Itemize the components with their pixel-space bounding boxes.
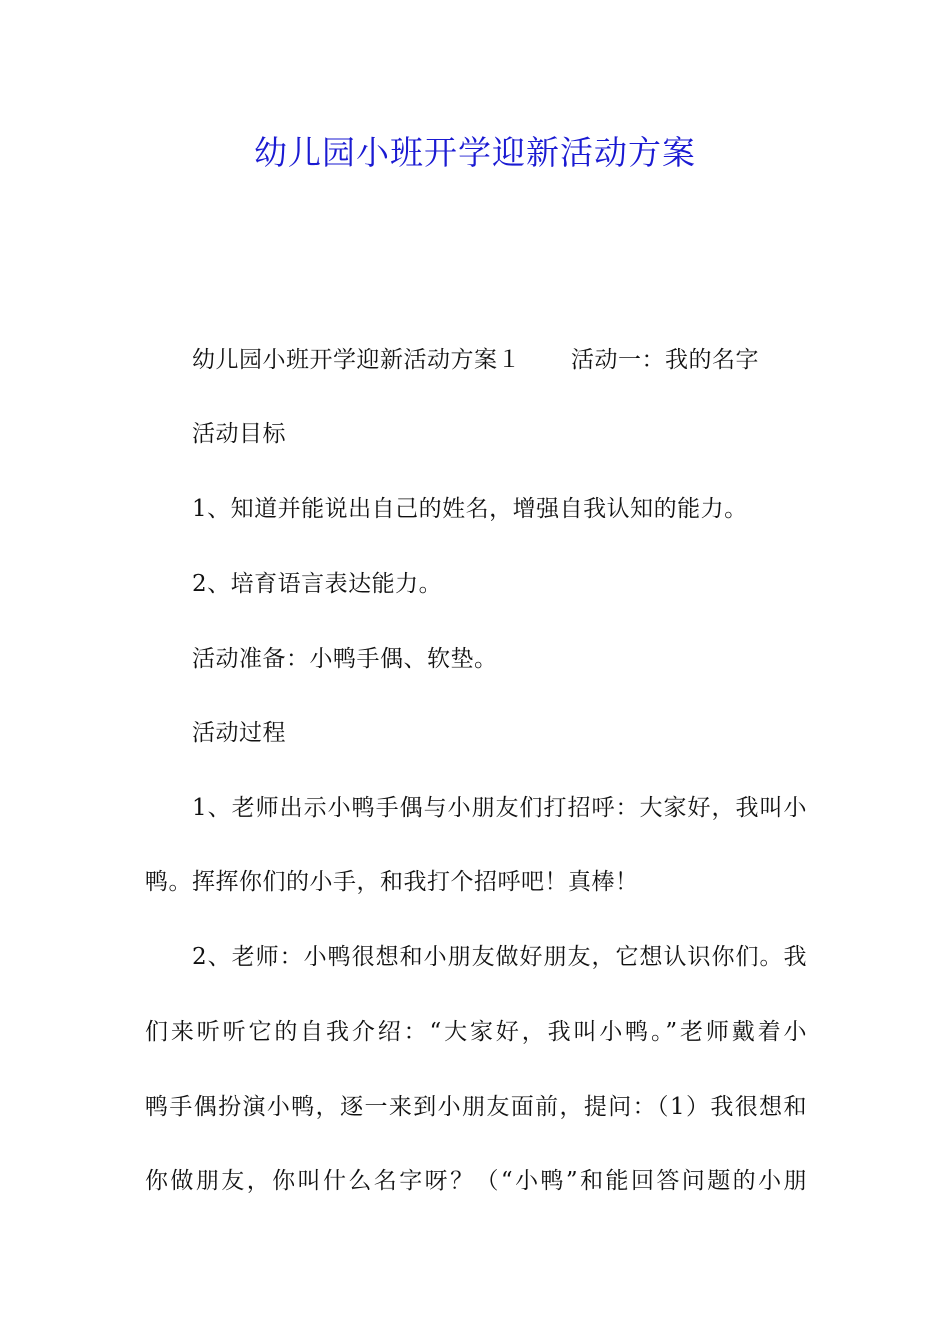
step2-line1: 2、老师：小鸭很想和小朋友做好朋友，它想认识你们。我 [192, 944, 807, 970]
activity-one-label: 活动一：我的名字 [571, 347, 759, 373]
preparation-line: 活动准备：小鸭手偶、软垫。 [192, 646, 498, 672]
document-title: 幼儿园小班开学迎新活动方案 [254, 133, 696, 172]
process-heading: 活动过程 [192, 720, 286, 746]
step2-line3: 鸭手偶扮演小鸭，逐一来到小朋友面前，提问：（1）我很想和 [145, 1094, 807, 1120]
goal-item-1: 1、知道并能说出自己的姓名，增强自我认知的能力。 [192, 496, 748, 522]
step1-line1: 1、老师出示小鸭手偶与小朋友们打招呼：大家好，我叫小 [192, 795, 807, 821]
goal-heading: 活动目标 [192, 421, 286, 447]
goal-item-2: 2、培育语言表达能力。 [192, 571, 443, 597]
plan-number-label: 幼儿园小班开学迎新活动方案１ [192, 347, 521, 373]
step1-line2: 鸭。挥挥你们的小手，和我打个招呼吧！真棒！ [145, 869, 639, 895]
heading-line [192, 343, 759, 377]
step2-line4: 你做朋友，你叫什么名字呀？（“小鸭”和能回答问题的小朋 [145, 1168, 807, 1194]
step2-line2: 们来听听它的自我介绍：“大家好，我叫小鸭。”老师戴着小 [145, 1019, 807, 1045]
